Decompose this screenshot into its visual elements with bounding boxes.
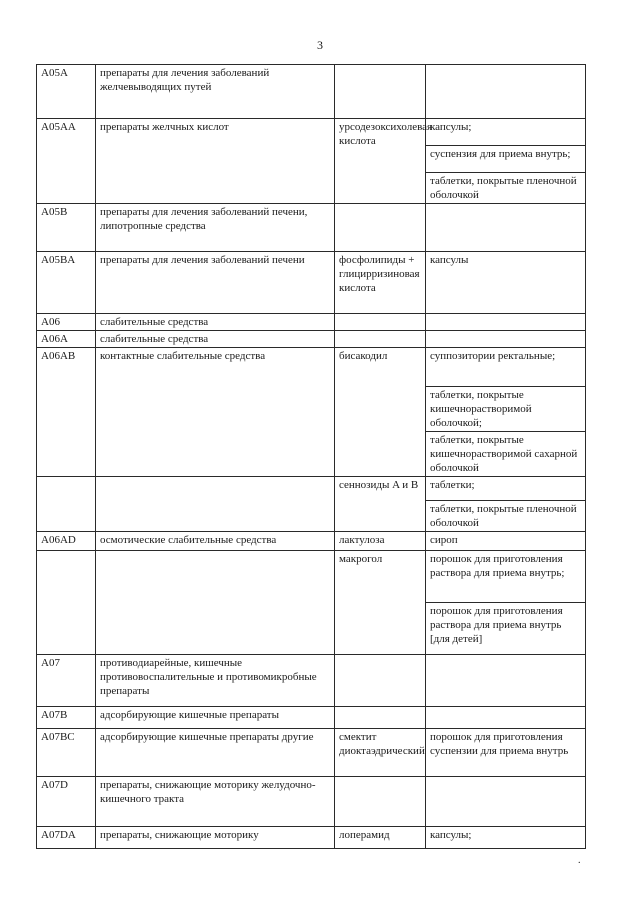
cell-form xyxy=(426,777,586,827)
cell-code: A05A xyxy=(37,65,96,119)
cell-name xyxy=(96,551,335,655)
table-row xyxy=(37,655,586,707)
cell-form: порошок для приготовления суспензии для приема внутрь xyxy=(426,729,586,777)
cell-name: осмотические слабительные средства xyxy=(96,532,335,551)
page-number: 3 xyxy=(317,38,323,52)
cell-code: A05AA xyxy=(37,119,96,204)
table-row xyxy=(37,707,586,729)
table-row xyxy=(37,729,586,777)
cell-form: порошок для приготовления раствора для приема внутрь [для детей] xyxy=(426,603,586,655)
cell-name: слабительные средства xyxy=(96,314,335,331)
table-row xyxy=(37,777,586,827)
cell-code: A07BC xyxy=(37,729,96,777)
cell-form: капсулы xyxy=(426,252,586,314)
cell-form: таблетки, покрытые кишечнорастворимой оболочкой; xyxy=(426,387,586,432)
cell-name: адсорбирующие кишечные препараты xyxy=(96,707,335,729)
cell-form: таблетки, покрытые пленочной оболочкой xyxy=(426,173,586,204)
cell-inn: фосфолипиды + глицирризиновая кислота xyxy=(335,252,426,314)
cell-name: препараты для лечения заболеваний печени xyxy=(96,252,335,314)
cell-inn: лоперамид xyxy=(335,827,426,849)
cell-inn: урсодезоксихолевая кислота xyxy=(335,119,426,204)
cell-code: A07 xyxy=(37,655,96,707)
cell-inn: сеннозиды A и B xyxy=(335,477,426,532)
cell-name: препараты, снижающие моторику xyxy=(96,827,335,849)
table-row xyxy=(37,204,586,252)
cell-form xyxy=(426,65,586,119)
table-row xyxy=(37,477,586,501)
cell-name: препараты, снижающие моторику желудочно-кишечного тракта xyxy=(96,777,335,827)
cell-code: A06A xyxy=(37,331,96,348)
cell-form: капсулы; xyxy=(426,827,586,849)
table-body xyxy=(37,65,586,849)
cell-inn xyxy=(335,331,426,348)
cell-name: противодиарейные, кишечные противовоспалительные и противомикробные препараты xyxy=(96,655,335,707)
cell-inn: макрогол xyxy=(335,551,426,655)
cell-inn xyxy=(335,65,426,119)
cell-name: препараты для лечения заболеваний желчевыводящих путей xyxy=(96,65,335,119)
cell-inn: смектит диоктаэдрический xyxy=(335,729,426,777)
cell-code: A07D xyxy=(37,777,96,827)
cell-form xyxy=(426,707,586,729)
cell-form: суспензия для приема внутрь; xyxy=(426,146,586,173)
cell-form xyxy=(426,655,586,707)
cell-form: таблетки; xyxy=(426,477,586,501)
cell-name: слабительные средства xyxy=(96,331,335,348)
table-row xyxy=(37,551,586,603)
drug-classification-table xyxy=(36,64,586,849)
cell-code: A05BA xyxy=(37,252,96,314)
cell-name: контактные слабительные средства xyxy=(96,348,335,477)
cell-name: препараты желчных кислот xyxy=(96,119,335,204)
table-row xyxy=(37,348,586,387)
footer-mark: . xyxy=(578,855,581,866)
cell-inn: бисакодил xyxy=(335,348,426,477)
cell-form: таблетки, покрытые кишечнорастворимой сахарной оболочкой xyxy=(426,432,586,477)
cell-name: препараты для лечения заболеваний печени, липотропные средства xyxy=(96,204,335,252)
cell-code: A06 xyxy=(37,314,96,331)
cell-inn xyxy=(335,777,426,827)
cell-form xyxy=(426,331,586,348)
table-row xyxy=(37,532,586,551)
cell-code: A07DA xyxy=(37,827,96,849)
cell-form xyxy=(426,204,586,252)
cell-inn xyxy=(335,314,426,331)
cell-code: A06AB xyxy=(37,348,96,477)
cell-form: капсулы; xyxy=(426,119,586,146)
cell-code: A07B xyxy=(37,707,96,729)
cell-code xyxy=(37,551,96,655)
cell-code xyxy=(37,477,96,532)
table-row xyxy=(37,252,586,314)
cell-form xyxy=(426,314,586,331)
table-row xyxy=(37,65,586,119)
cell-form: таблетки, покрытые пленочной оболочкой xyxy=(426,501,586,532)
table-row xyxy=(37,314,586,331)
cell-inn xyxy=(335,707,426,729)
cell-inn xyxy=(335,204,426,252)
cell-form: суппозитории ректальные; xyxy=(426,348,586,387)
table-row xyxy=(37,827,586,849)
table-row xyxy=(37,331,586,348)
cell-form: сироп xyxy=(426,532,586,551)
cell-code: A06AD xyxy=(37,532,96,551)
table-row xyxy=(37,119,586,146)
cell-name xyxy=(96,477,335,532)
cell-inn xyxy=(335,655,426,707)
cell-code: A05B xyxy=(37,204,96,252)
cell-inn: лактулоза xyxy=(335,532,426,551)
cell-form: порошок для приготовления раствора для приема внутрь; xyxy=(426,551,586,603)
cell-name: адсорбирующие кишечные препараты другие xyxy=(96,729,335,777)
